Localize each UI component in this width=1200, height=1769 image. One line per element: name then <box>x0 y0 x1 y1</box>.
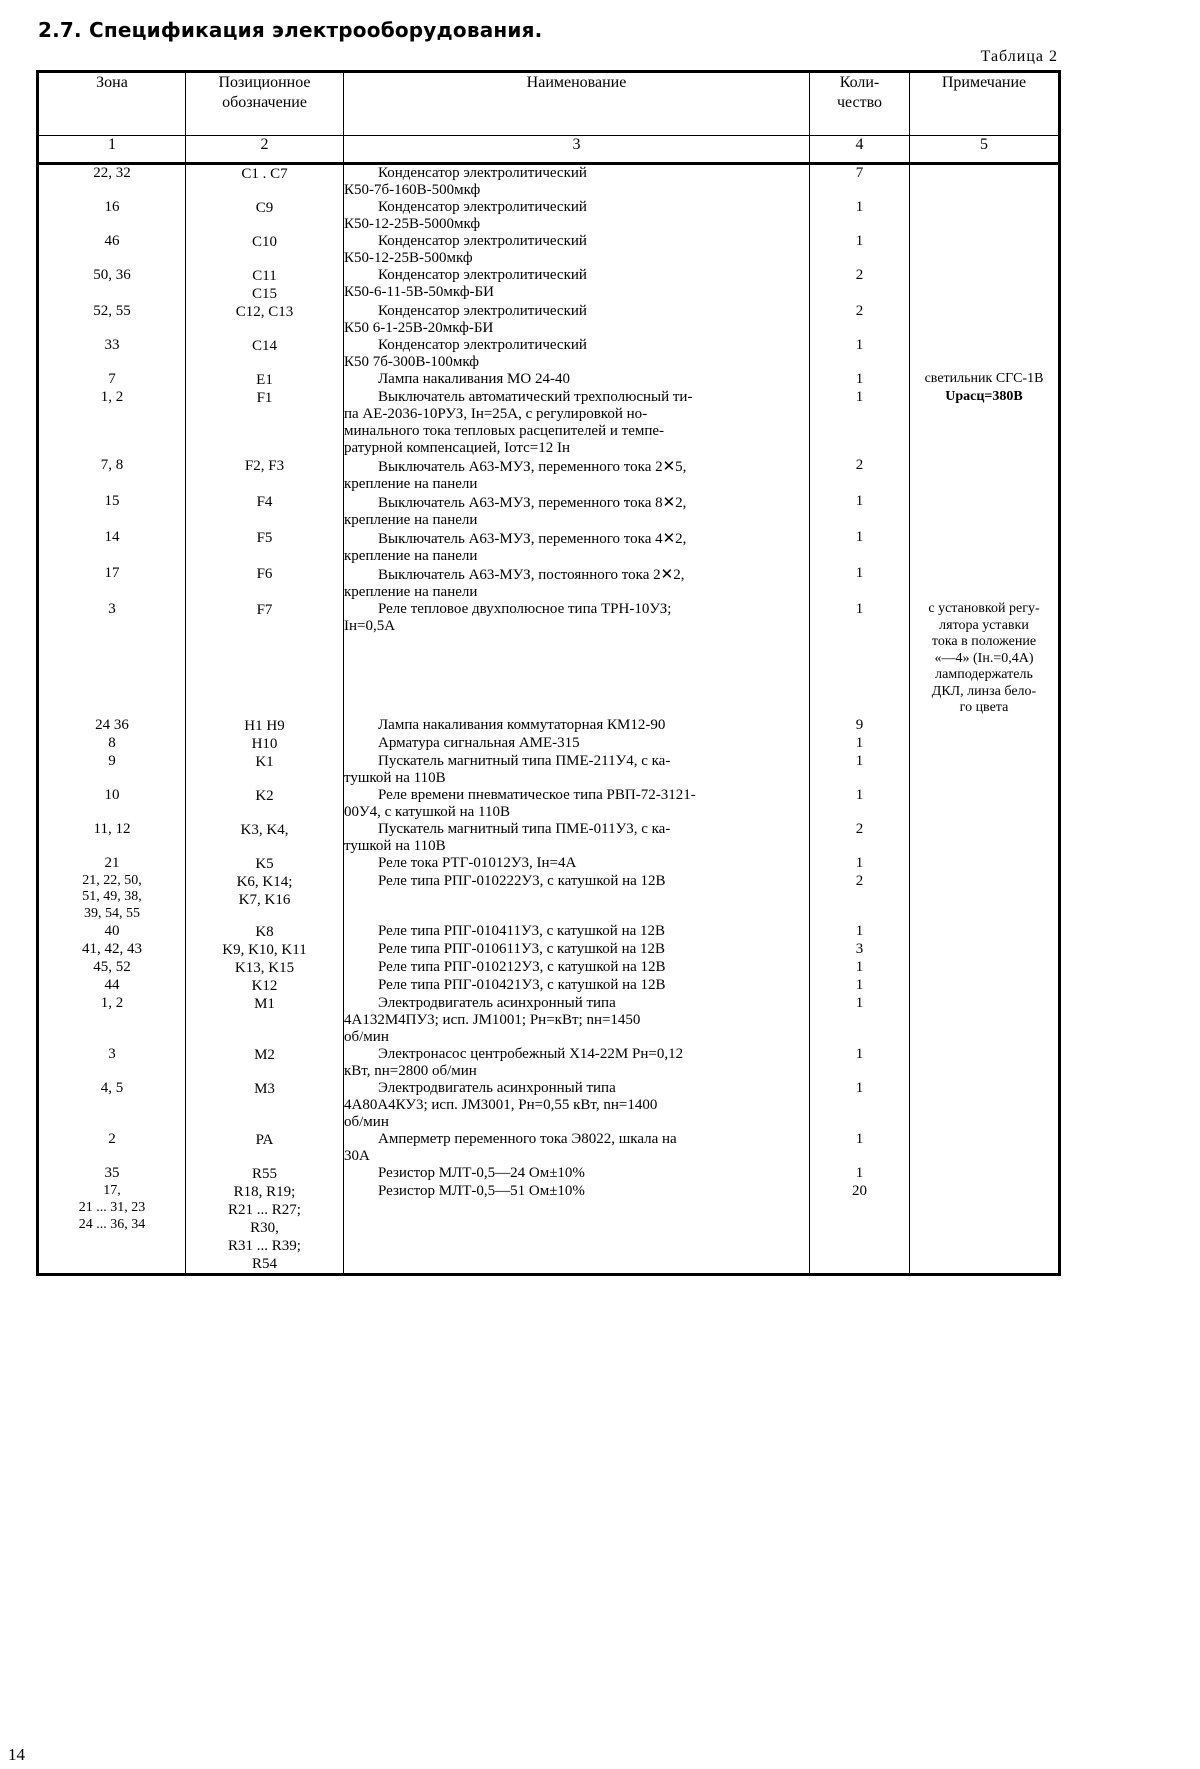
cell-name: Резистор МЛТ-0,5—51 Ом±10% <box>344 1183 810 1275</box>
cell-quantity: 20 <box>810 1183 910 1275</box>
cell-position: K5 <box>186 855 344 873</box>
page-title: 2.7. Спецификация электрооборудования. <box>38 18 543 42</box>
cell-name: Резистор МЛТ-0,5—24 Ом±10% <box>344 1165 810 1183</box>
cell-quantity: 1 <box>810 959 910 977</box>
header-quantity-line2: чество <box>836 94 883 111</box>
table-row <box>38 337 1060 371</box>
cell-position: R55 <box>186 1165 344 1183</box>
cell-zone: 14 <box>38 529 186 565</box>
cell-quantity: 2 <box>810 267 910 303</box>
cell-zone: 35 <box>38 1165 186 1183</box>
cell-position: F7 <box>186 601 344 717</box>
cell-zone: 24 36 <box>38 717 186 735</box>
cell-note <box>910 977 1060 995</box>
cell-zone: 10 <box>38 787 186 821</box>
cell-zone: 22, 32 <box>38 164 186 200</box>
cell-position: E1 <box>186 371 344 389</box>
cell-name: Конденсатор электролитический К50-12-25В-500мкф <box>344 233 810 267</box>
cell-zone: 46 <box>38 233 186 267</box>
table-row <box>38 1131 1060 1165</box>
cell-zone: 17 <box>38 565 186 601</box>
cell-quantity: 1 <box>810 1080 910 1131</box>
cell-position: K1 <box>186 753 344 787</box>
cell-quantity: 1 <box>810 371 910 389</box>
cell-position: C1 . C7 <box>186 164 344 200</box>
table-row <box>38 371 1060 389</box>
cell-position: K8 <box>186 923 344 941</box>
cell-zone: 7, 8 <box>38 457 186 493</box>
cell-note <box>910 787 1060 821</box>
cell-name: Выключатель А63-МУЗ, переменного тока 4✕2, крепление на панели <box>344 529 810 565</box>
cell-note <box>910 1183 1060 1275</box>
cell-position: PA <box>186 1131 344 1165</box>
table-row <box>38 389 1060 457</box>
cell-quantity: 1 <box>810 389 910 457</box>
cell-note <box>910 164 1060 200</box>
cell-zone: 15 <box>38 493 186 529</box>
cell-name: Пускатель магнитный типа ПМЕ-011У3, с ка- тушкой на 110В <box>344 821 810 855</box>
cell-position: K3, K4, <box>186 821 344 855</box>
cell-zone: 21 <box>38 855 186 873</box>
header-quantity-line1: Коли- <box>839 74 880 91</box>
cell-zone: 41, 42, 43 <box>38 941 186 959</box>
table-row <box>38 753 1060 787</box>
table-row <box>38 493 1060 529</box>
cell-note <box>910 735 1060 753</box>
cell-name: Конденсатор электролитический К50-6-11-5В-50мкф-БИ <box>344 267 810 303</box>
cell-quantity: 2 <box>810 457 910 493</box>
cell-note <box>910 529 1060 565</box>
cell-note <box>910 1131 1060 1165</box>
cell-zone: 17, 21 ... 31, 23 24 ... 36, 34 <box>38 1183 186 1275</box>
cell-quantity: 1 <box>810 1165 910 1183</box>
cell-position: M3 <box>186 1080 344 1131</box>
cell-quantity: 2 <box>810 821 910 855</box>
cell-note <box>910 493 1060 529</box>
table-row <box>38 717 1060 735</box>
table-row <box>38 941 1060 959</box>
cell-quantity: 1 <box>810 493 910 529</box>
table-body <box>38 164 1060 1275</box>
page-number: 14 <box>8 1745 25 1764</box>
cell-zone: 40 <box>38 923 186 941</box>
cell-name: Амперметр переменного тока Э8022, шкала на 30А <box>344 1131 810 1165</box>
cell-name: Выключатель автоматический трехполюсный ти- па АЕ-2036-10РУЗ, Iн=25А, с регулировкой но- минального тока тепловых расцепителей и темпе- ратурной компенсацией, Iотс=12 Iн <box>344 389 810 457</box>
cell-quantity: 1 <box>810 1131 910 1165</box>
cell-name: Реле тока РТГ-01012У3, Iн=4А <box>344 855 810 873</box>
cell-zone: 4, 5 <box>38 1080 186 1131</box>
cell-quantity: 3 <box>810 941 910 959</box>
cell-note <box>910 233 1060 267</box>
cell-quantity: 1 <box>810 233 910 267</box>
header-name: Наименование <box>344 72 810 136</box>
cell-position: C14 <box>186 337 344 371</box>
cell-note: светильник СГС-1В <box>910 371 1060 389</box>
cell-quantity: 1 <box>810 787 910 821</box>
cell-zone: 1, 2 <box>38 389 186 457</box>
cell-name: Пускатель магнитный типа ПМЕ-211У4, с ка- тушкой на 110В <box>344 753 810 787</box>
cell-zone: 52, 55 <box>38 303 186 337</box>
table-row <box>38 267 1060 303</box>
cell-zone: 45, 52 <box>38 959 186 977</box>
cell-name: Лампа накаливания коммутаторная КМ12-90 <box>344 717 810 735</box>
cell-zone: 2 <box>38 1131 186 1165</box>
cell-position: R18, R19; R21 ... R27; R30, R31 ... R39; R54 <box>186 1183 344 1275</box>
table-row <box>38 959 1060 977</box>
cell-quantity: 1 <box>810 753 910 787</box>
cell-quantity: 2 <box>810 873 910 923</box>
cell-position: F2, F3 <box>186 457 344 493</box>
cell-quantity: 7 <box>810 164 910 200</box>
cell-position: F6 <box>186 565 344 601</box>
cell-note: с установкой регу- лятора уставки тока в положение «—4» (Iн.=0,4А) ламподержатель ДКЛ, линза бело- го цвета <box>910 601 1060 717</box>
cell-note <box>910 1080 1060 1131</box>
table-row <box>38 529 1060 565</box>
cell-position: F5 <box>186 529 344 565</box>
cell-quantity: 1 <box>810 1046 910 1080</box>
table-row <box>38 1080 1060 1131</box>
table-header <box>38 72 1060 164</box>
cell-position: H10 <box>186 735 344 753</box>
cell-position: C11 C15 <box>186 267 344 303</box>
cell-name: Реле тепловое двухполюсное типа ТРН-10УЗ; Iн=0,5А <box>344 601 810 717</box>
table-row <box>38 977 1060 995</box>
cell-note <box>910 267 1060 303</box>
cell-name: Реле типа РПГ-010411У3, с катушкой на 12В <box>344 923 810 941</box>
cell-zone: 33 <box>38 337 186 371</box>
cell-quantity: 1 <box>810 735 910 753</box>
cell-note <box>910 855 1060 873</box>
table-row <box>38 787 1060 821</box>
cell-zone: 21, 22, 50, 51, 49, 38, 39, 54, 55 <box>38 873 186 923</box>
cell-name: Реле типа РПГ-010421У3, с катушкой на 12В <box>344 977 810 995</box>
table-row <box>38 855 1060 873</box>
cell-quantity: 1 <box>810 923 910 941</box>
table-row <box>38 565 1060 601</box>
table-row <box>38 1046 1060 1080</box>
cell-name: Конденсатор электролитический К50-7б-160В-500мкф <box>344 164 810 200</box>
cell-name: Лампа накаливания МО 24-40 <box>344 371 810 389</box>
cell-note <box>910 1046 1060 1080</box>
cell-quantity: 1 <box>810 855 910 873</box>
cell-zone: 50, 36 <box>38 267 186 303</box>
table-row <box>38 601 1060 717</box>
cell-name: Электродвигатель асинхронный типа 4А80А4КУ3; исп. JM3001, Рн=0,55 кВт, nн=1400 об/мин <box>344 1080 810 1131</box>
cell-quantity: 1 <box>810 995 910 1046</box>
cell-name: Реле типа РПГ-010222У3, с катушкой на 12В <box>344 873 810 923</box>
column-number-1: 1 <box>38 136 186 164</box>
cell-name: Электронасос центробежный Х14-22М Рн=0,12 кВт, nн=2800 об/мин <box>344 1046 810 1080</box>
cell-note <box>910 821 1060 855</box>
header-position-line2: обозначение <box>222 94 307 111</box>
cell-position: M1 <box>186 995 344 1046</box>
cell-position: K12 <box>186 977 344 995</box>
header-position <box>186 72 344 136</box>
cell-quantity: 1 <box>810 977 910 995</box>
table-caption: Таблица 2 <box>980 48 1058 65</box>
table-row <box>38 233 1060 267</box>
specification-table <box>36 70 1061 1276</box>
table-row <box>38 923 1060 941</box>
cell-zone: 7 <box>38 371 186 389</box>
cell-position: F1 <box>186 389 344 457</box>
header-position-line1: Позиционное <box>218 74 311 91</box>
cell-zone: 9 <box>38 753 186 787</box>
cell-position: M2 <box>186 1046 344 1080</box>
table-row <box>38 821 1060 855</box>
table-row <box>38 457 1060 493</box>
header-zone: Зона <box>38 72 186 136</box>
cell-note <box>910 753 1060 787</box>
header-note: Примечание <box>910 72 1060 136</box>
cell-position: K2 <box>186 787 344 821</box>
cell-note <box>910 337 1060 371</box>
cell-name: Реле типа РПГ-010611У3, с катушкой на 12В <box>344 941 810 959</box>
cell-zone: 3 <box>38 601 186 717</box>
cell-name: Арматура сигнальная АМЕ-315 <box>344 735 810 753</box>
header-quantity <box>810 72 910 136</box>
cell-quantity: 1 <box>810 529 910 565</box>
table-row <box>38 199 1060 233</box>
cell-position: C9 <box>186 199 344 233</box>
cell-quantity: 9 <box>810 717 910 735</box>
cell-zone: 11, 12 <box>38 821 186 855</box>
cell-name: Конденсатор электролитический К50-12-25В-5000мкф <box>344 199 810 233</box>
cell-note <box>910 199 1060 233</box>
column-number-3: 3 <box>344 136 810 164</box>
cell-note <box>910 941 1060 959</box>
table-row <box>38 303 1060 337</box>
cell-name: Выключатель А63-МУЗ, переменного тока 8✕2, крепление на панели <box>344 493 810 529</box>
cell-position: K6, K14; K7, K16 <box>186 873 344 923</box>
cell-name: Электродвигатель асинхронный типа 4А132М4ПУ3; исп. JM1001; Рн=кВт; nн=1450 об/мин <box>344 995 810 1046</box>
table-row <box>38 1183 1060 1275</box>
cell-note <box>910 565 1060 601</box>
cell-name: Выключатель А63-МУЗ, постоянного тока 2✕2, крепление на панели <box>344 565 810 601</box>
table-row <box>38 164 1060 200</box>
cell-position: C10 <box>186 233 344 267</box>
cell-position: K13, K15 <box>186 959 344 977</box>
cell-quantity: 1 <box>810 601 910 717</box>
cell-name: Реле типа РПГ-010212У3, с катушкой на 12В <box>344 959 810 977</box>
column-number-4: 4 <box>810 136 910 164</box>
cell-note <box>910 995 1060 1046</box>
cell-zone: 44 <box>38 977 186 995</box>
cell-note <box>910 923 1060 941</box>
cell-name: Конденсатор электролитический К50 7б-300В-100мкф <box>344 337 810 371</box>
cell-quantity: 2 <box>810 303 910 337</box>
cell-zone: 8 <box>38 735 186 753</box>
cell-quantity: 1 <box>810 565 910 601</box>
cell-name: Конденсатор электролитический К50 6-1-25В-20мкф-БИ <box>344 303 810 337</box>
cell-note <box>910 457 1060 493</box>
cell-note <box>910 873 1060 923</box>
cell-note <box>910 1165 1060 1183</box>
cell-zone: 3 <box>38 1046 186 1080</box>
column-number-2: 2 <box>186 136 344 164</box>
column-number-5: 5 <box>910 136 1060 164</box>
table-row <box>38 995 1060 1046</box>
cell-name: Выключатель А63-МУЗ, переменного тока 2✕5, крепление на панели <box>344 457 810 493</box>
cell-zone: 1, 2 <box>38 995 186 1046</box>
cell-zone: 16 <box>38 199 186 233</box>
cell-note <box>910 717 1060 735</box>
cell-position: K9, K10, K11 <box>186 941 344 959</box>
cell-position: H1 H9 <box>186 717 344 735</box>
cell-note: Uрасц=380В <box>910 389 1060 457</box>
cell-position: C12, C13 <box>186 303 344 337</box>
table-row <box>38 873 1060 923</box>
cell-quantity: 1 <box>810 199 910 233</box>
cell-note <box>910 959 1060 977</box>
cell-note <box>910 303 1060 337</box>
cell-name: Реле времени пневматическое типа РВП-72-3121- 00У4, с катушкой на 110В <box>344 787 810 821</box>
cell-position: F4 <box>186 493 344 529</box>
table-row <box>38 1165 1060 1183</box>
table-row <box>38 735 1060 753</box>
cell-quantity: 1 <box>810 337 910 371</box>
document-page <box>0 18 1200 1769</box>
